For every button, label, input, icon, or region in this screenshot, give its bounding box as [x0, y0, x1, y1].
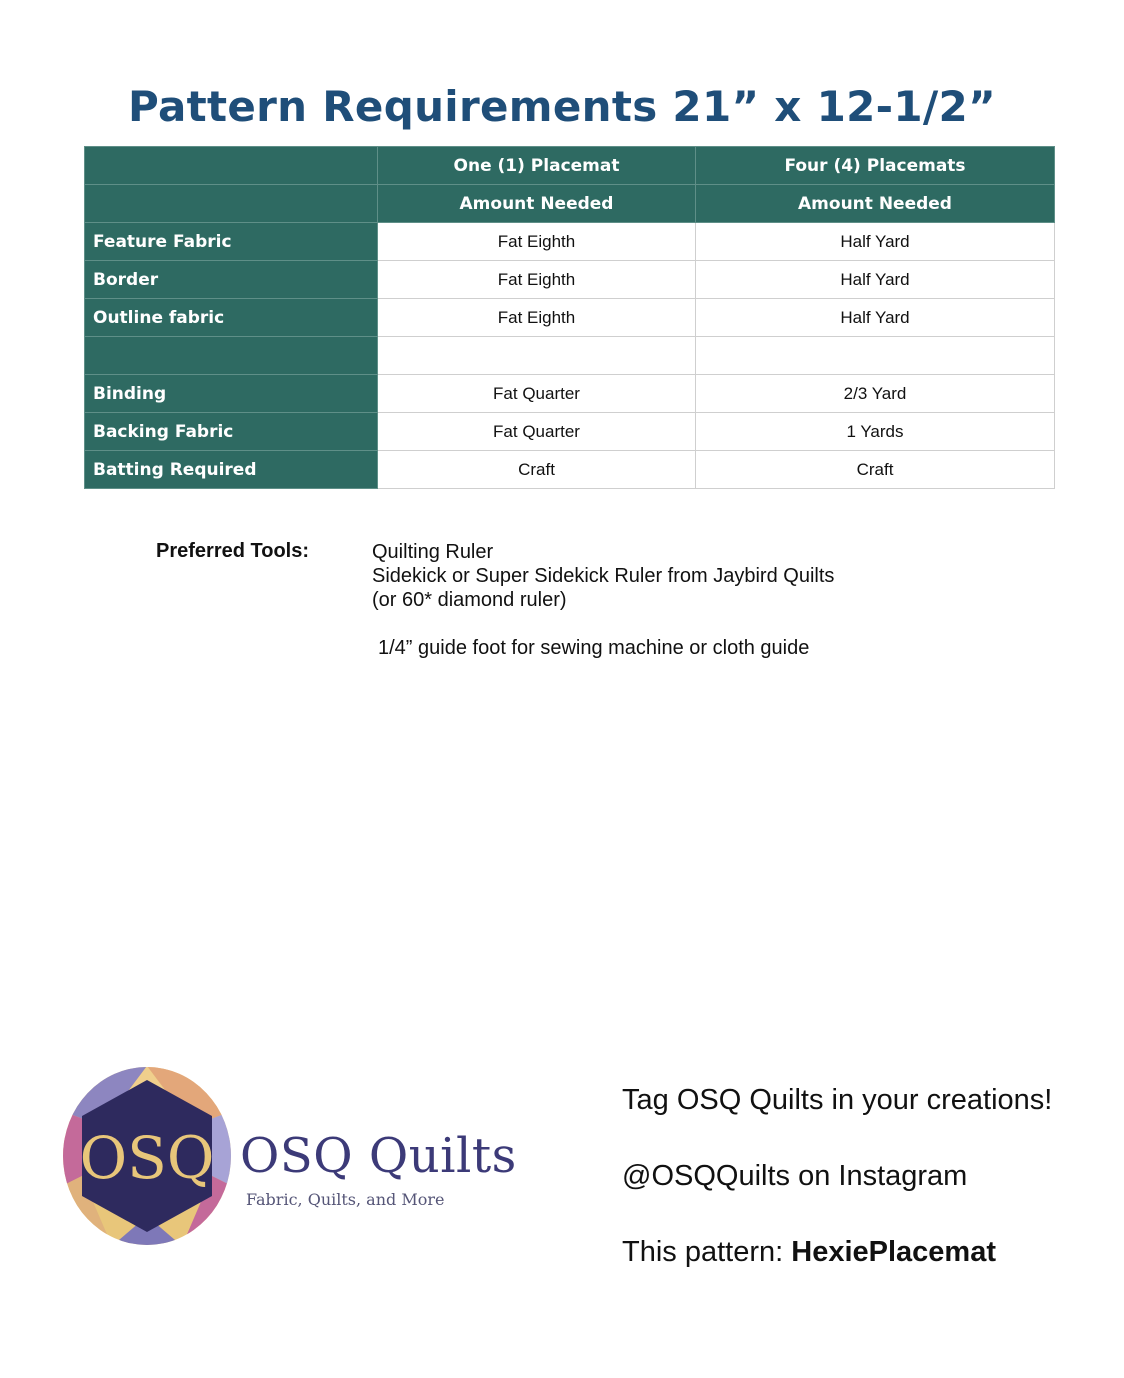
- tool-item: Sidekick or Super Sidekick Ruler from Jaybird Quilts: [372, 565, 835, 587]
- table-row: [85, 299, 1055, 337]
- table-cell: Fat Quarter: [378, 413, 696, 451]
- row-label: Border: [85, 261, 378, 299]
- row-label: Outline fabric: [85, 299, 378, 337]
- row-label: [85, 337, 378, 375]
- table-cell: Fat Quarter: [378, 375, 696, 413]
- table-cell: Craft: [378, 451, 696, 489]
- logo-letters: OSQ: [79, 1124, 215, 1192]
- table-cell: [696, 337, 1055, 375]
- table-row: [85, 413, 1055, 451]
- row-label: Feature Fabric: [85, 223, 378, 261]
- table-cell: Fat Eighth: [378, 223, 696, 261]
- brand-tagline: Fabric, Quilts, and More: [246, 1190, 445, 1209]
- preferred-tools-list: [372, 540, 834, 660]
- row-label: Backing Fabric: [85, 413, 378, 451]
- tag-line: Tag OSQ Quilts in your creations!: [622, 1084, 1053, 1116]
- pattern-line: [622, 1214, 1052, 1290]
- table-row: [85, 451, 1055, 489]
- table-cell: 2/3 Yard: [696, 375, 1055, 413]
- tool-item: 1/4” guide foot for sewing machine or cloth guide: [378, 637, 810, 659]
- header-cell: Amount Needed: [696, 185, 1055, 223]
- table-row: [85, 337, 1055, 375]
- header-cell: [85, 147, 378, 185]
- table-cell: Fat Eighth: [378, 261, 696, 299]
- table-cell: 1 Yards: [696, 413, 1055, 451]
- table-cell: Craft: [696, 451, 1055, 489]
- row-label: Batting Required: [85, 451, 378, 489]
- table-cell: [378, 337, 696, 375]
- table-row: [85, 261, 1055, 299]
- table-row: [85, 223, 1055, 261]
- table-cell: Half Yard: [696, 299, 1055, 337]
- table-row: [85, 375, 1055, 413]
- header-cell: One (1) Placemat: [378, 147, 696, 185]
- instagram-handle: @OSQQuilts on Instagram: [622, 1160, 968, 1192]
- osq-logo-icon: [62, 1066, 232, 1246]
- table-cell: Fat Eighth: [378, 299, 696, 337]
- tool-item: (or 60* diamond ruler): [372, 589, 567, 611]
- social-callout: [622, 1062, 1052, 1290]
- requirements-table: [84, 146, 1055, 489]
- header-cell: Amount Needed: [378, 185, 696, 223]
- table-cell: Half Yard: [696, 261, 1055, 299]
- pattern-name: HexiePlacemat: [791, 1236, 996, 1268]
- header-cell: [85, 185, 378, 223]
- table-cell: Half Yard: [696, 223, 1055, 261]
- pattern-prefix: This pattern:: [622, 1236, 792, 1268]
- table-header-row: [85, 185, 1055, 223]
- brand-name: OSQ Quilts: [240, 1128, 517, 1184]
- row-label: Binding: [85, 375, 378, 413]
- preferred-tools-label: Preferred Tools:: [156, 540, 309, 562]
- header-cell: Four (4) Placemats: [696, 147, 1055, 185]
- tool-item: Quilting Ruler: [372, 541, 494, 563]
- page-title: Pattern Requirements 21” x 12-1/2”: [128, 82, 996, 131]
- table-header-row: [85, 147, 1055, 185]
